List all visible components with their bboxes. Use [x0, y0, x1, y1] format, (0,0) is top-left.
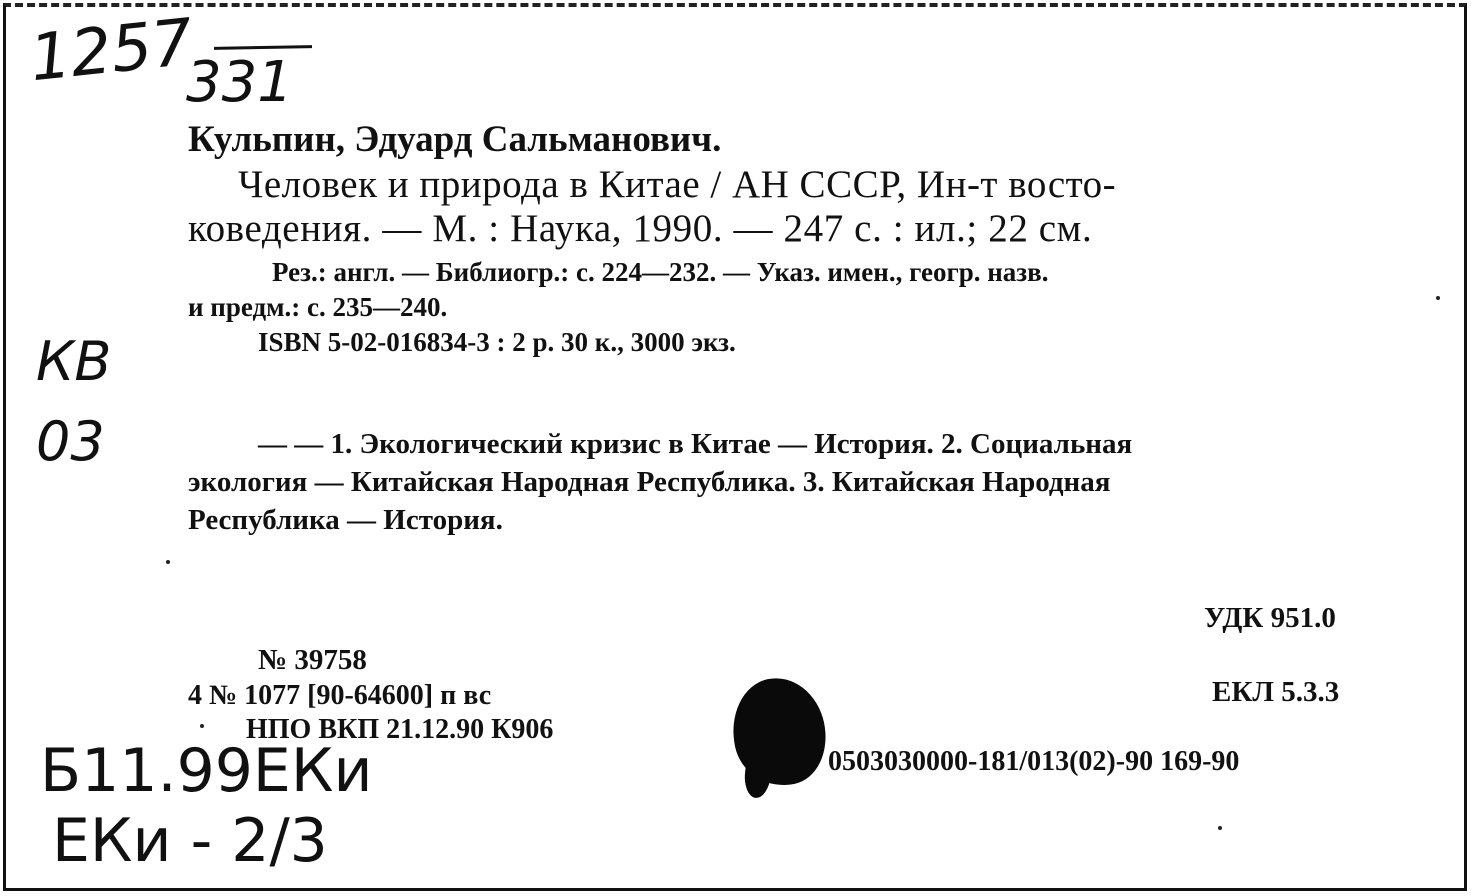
handwritten-number-top: 1257 — [26, 5, 197, 97]
subjects-line-3: Республика — История. — [188, 504, 503, 536]
notes-line-1: Рез.: англ. — Библиогр.: с. 224—232. — Указ. имен., геогр. назв. — [272, 257, 1049, 287]
handwritten-code-kv: КВ — [36, 330, 112, 393]
speck — [166, 560, 170, 564]
udk-code: УДК 951.0 — [1204, 602, 1336, 634]
speck — [1218, 826, 1222, 830]
author-heading: Кульпин, Эдуард Сальманович. — [188, 119, 722, 160]
catalog-code: 0503030000-181/013(02)-90 169-90 — [828, 746, 1240, 777]
notes-line-2: и предм.: с. 235—240. — [188, 292, 448, 322]
order-line: 4 № 1077 [90-64600] п вс — [188, 680, 492, 711]
handwritten-shelf-mark-2: ЕКи - 2/3 — [52, 806, 328, 876]
handwritten-shelf-mark-1: Б11.99ЕКи — [40, 736, 373, 806]
handwritten-number-bottom: 331 — [186, 50, 293, 115]
subjects-line-1: — — 1. Экологический кризис в Китае — История. 2. Социальная — [258, 428, 1133, 460]
title-line-1: Человек и природа в Китае / АН СССР, Ин-т восто- — [238, 163, 1117, 206]
handwritten-code-03: 03 — [36, 410, 105, 473]
printer-line: НПО ВКП 21.12.90 К906 — [246, 714, 554, 745]
subjects-line-2: экология — Китайская Народная Республика. 3. Китайская Народная — [188, 466, 1111, 498]
ekl-code: ЕКЛ 5.3.3 — [1212, 676, 1340, 708]
record-number: № 39758 — [258, 644, 367, 676]
speck — [1436, 296, 1440, 300]
isbn-line: ISBN 5-02-016834-3 : 2 р. 30 к., 3000 экз. — [258, 327, 736, 357]
title-line-2: коведения. — М. : Наука, 1990. — 247 с. : ил.; 22 см. — [188, 207, 1093, 250]
speck — [200, 724, 204, 728]
